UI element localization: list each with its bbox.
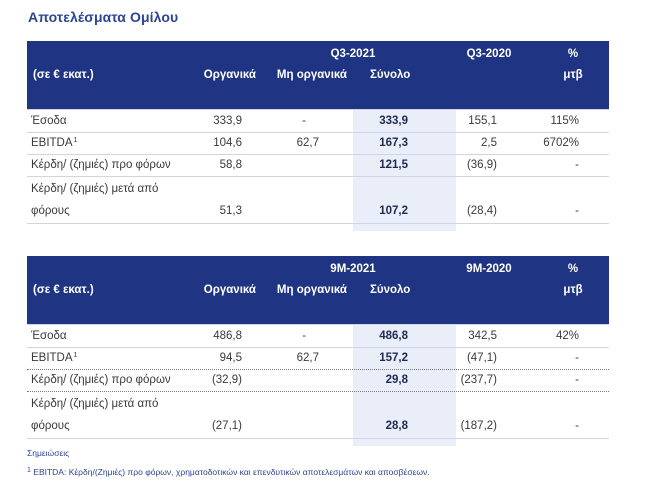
prev-period-label: 9M-2020 xyxy=(466,263,512,275)
pct-label: % xyxy=(567,48,579,60)
prev-period-label: Q3-2020 xyxy=(466,48,512,60)
row-label-text: EBITDA xyxy=(31,352,73,364)
cell-organic: 51,3 xyxy=(219,205,242,217)
col-nonorganic: Μη οργανικά xyxy=(276,284,347,296)
col-yoy: μτβ xyxy=(563,69,583,81)
cell-organic: 333,9 xyxy=(213,115,242,127)
cell-pct: 115% xyxy=(550,115,579,127)
table-row xyxy=(27,177,609,224)
row-label: Κέρδη/ (ζημιές) μετά από xyxy=(31,183,159,195)
table-row xyxy=(27,370,609,392)
cell-prev: (187,2) xyxy=(460,420,497,432)
col-yoy: μτβ xyxy=(563,284,583,296)
page-title: Αποτελέσματα Ομίλου xyxy=(28,9,179,25)
cell-prev: 2,5 xyxy=(481,137,497,149)
row-label-line2: φόρους xyxy=(31,205,70,217)
results-table-9m xyxy=(27,256,609,446)
cell-organic: 486,8 xyxy=(213,330,242,342)
col-nonorganic: Μη οργανικά xyxy=(276,69,347,81)
footnote-marker: 1 xyxy=(73,352,78,359)
row-label: Κέρδη/ (ζημιές) προ φόρων xyxy=(31,159,171,171)
col-organic: Οργανικά xyxy=(203,284,256,296)
table-row xyxy=(27,392,609,439)
row-label xyxy=(31,352,77,364)
footnote xyxy=(27,467,430,477)
footnote-number: 1 xyxy=(27,467,31,474)
row-label xyxy=(31,137,77,149)
row-label: Κέρδη/ (ζημιές) προ φόρων xyxy=(31,374,171,386)
cell-total: 29,8 xyxy=(385,374,408,386)
cell-total: 167,3 xyxy=(379,137,408,149)
cell-pct: - xyxy=(575,159,579,171)
notes-label: Σημειώσεις xyxy=(27,448,70,458)
col-total: Σύνολο xyxy=(370,69,411,81)
cell-total: 107,2 xyxy=(379,205,408,217)
table-header xyxy=(27,41,609,109)
cell-pct: 6702% xyxy=(543,137,579,149)
cell-pct: - xyxy=(575,420,579,432)
cell-prev: 155,1 xyxy=(468,115,497,127)
period-label: Q3-2021 xyxy=(330,48,376,60)
table-row xyxy=(27,348,609,370)
row-label: Έσοδα xyxy=(31,115,67,127)
cell-organic: (27,1) xyxy=(211,420,242,432)
divider xyxy=(27,109,609,110)
row-label: Έσοδα xyxy=(31,330,67,342)
unit-label: (σε € εκατ.) xyxy=(33,69,94,81)
cell-nonorganic: - xyxy=(302,330,306,342)
row-label: Κέρδη/ (ζημιές) μετά από xyxy=(31,398,159,410)
col-total: Σύνολο xyxy=(370,284,411,296)
row-label-line2: φόρους xyxy=(31,420,70,432)
pct-label: % xyxy=(567,263,579,275)
cell-prev: (36,9) xyxy=(466,159,497,171)
unit-label: (σε € εκατ.) xyxy=(33,284,94,296)
table-header xyxy=(27,256,609,324)
footnote-text: EBITDA: Κέρδη/(Ζημιές) προ φόρων, χρηματοδοτικών και επενδυτικών αποτελεσμάτων και αποσβέσεων. xyxy=(33,467,430,477)
cell-total: 157,2 xyxy=(379,352,408,364)
cell-total: 333,9 xyxy=(379,115,408,127)
table-row xyxy=(27,111,609,133)
cell-pct: 42% xyxy=(555,330,579,342)
cell-prev: (237,7) xyxy=(460,374,497,386)
cell-nonorganic: 62,7 xyxy=(296,137,319,149)
cell-organic: 58,8 xyxy=(219,159,242,171)
cell-organic: 94,5 xyxy=(219,352,242,364)
period-label: 9M-2021 xyxy=(330,263,376,275)
divider xyxy=(27,324,609,325)
cell-prev: (28,4) xyxy=(466,205,497,217)
col-organic: Οργανικά xyxy=(203,69,256,81)
table-row xyxy=(27,133,609,155)
cell-nonorganic: - xyxy=(302,115,306,127)
cell-organic: 104,6 xyxy=(213,137,242,149)
cell-pct: - xyxy=(575,374,579,386)
table-row xyxy=(27,155,609,177)
cell-organic: (32,9) xyxy=(211,374,242,386)
table-row xyxy=(27,326,609,348)
footnote-marker: 1 xyxy=(73,137,78,144)
results-table-q3 xyxy=(27,41,609,231)
cell-nonorganic: 62,7 xyxy=(296,352,319,364)
cell-total: 486,8 xyxy=(379,330,408,342)
cell-pct: - xyxy=(575,352,579,364)
cell-pct: - xyxy=(575,205,579,217)
cell-total: 28,8 xyxy=(385,420,408,432)
cell-prev: 342,5 xyxy=(468,330,497,342)
row-label-text: EBITDA xyxy=(31,137,73,149)
cell-total: 121,5 xyxy=(379,159,408,171)
cell-prev: (47,1) xyxy=(466,352,497,364)
